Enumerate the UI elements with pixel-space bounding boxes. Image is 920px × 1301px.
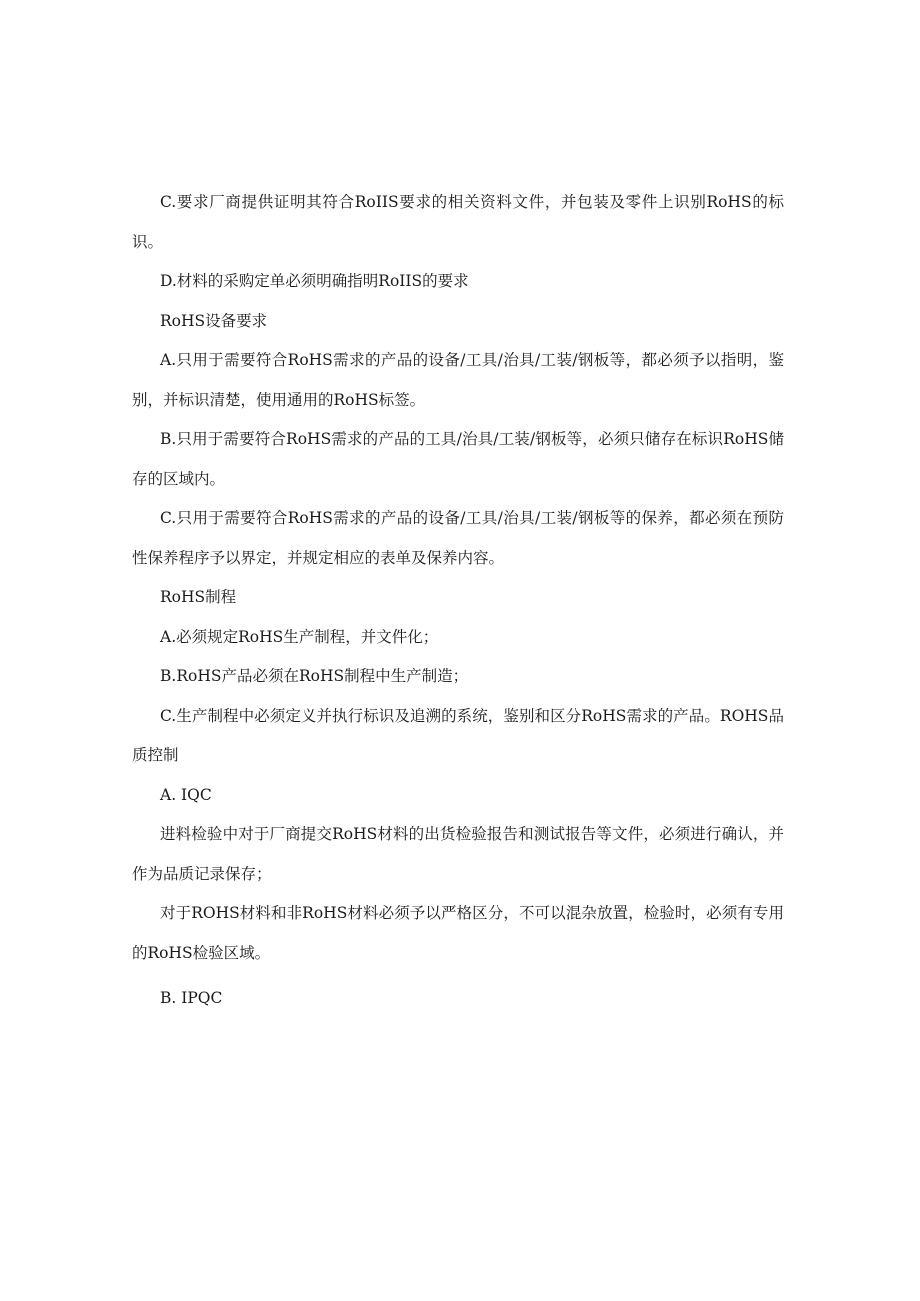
paragraph-equipment-maintenance: C.只用于需要符合RoHS需求的产品的设备/工具/治具/工装/钢板等的保养，都必须在预防性保养程序予以界定，并规定相应的表单及保养内容。	[132, 509, 784, 567]
paragraph-equipment-labeling: A.只用于需要符合RoHS需求的产品的设备/工具/治具/工装/钢板等，都必须予以指明，鉴别，并标识清楚，使用通用的RoHS标签。	[132, 351, 784, 409]
paragraph-purchase-order-rohs: D.材料的采购定单必须明确指明RoIIS的要求	[160, 272, 469, 290]
paragraph-iqc-segregation: 对于ROHS材料和非RoHS材料必须予以严格区分，不可以混杂放置，检验时，必须有专用的RoHS检验区域。	[132, 904, 784, 962]
subheading-iqc: A. IQC	[160, 785, 212, 804]
section-heading-process: RoHS制程	[160, 588, 237, 606]
section-heading-equipment: RoHS设备要求	[160, 311, 268, 330]
paragraph-supplier-rohs-docs: C.要求厂商提供证明其符合RoIIS要求的相关资料文件，并包装及零件上识别RoHS的标识。	[132, 193, 784, 251]
paragraph-equipment-storage: B.只用于需要符合RoHS需求的产品的工具/治具/工装/钢板等，必须只储存在标识RoHS储存的区域内。	[132, 430, 784, 488]
document-body	[132, 183, 784, 1019]
paragraph-process-manufacturing: B.RoHS产品必须在RoHS制程中生产制造；	[160, 667, 469, 685]
subheading-ipqc: B. IPQC	[160, 989, 223, 1007]
paragraph-process-documented: A.必须规定RoHS生产制程，并文件化；	[160, 627, 439, 646]
paragraph-iqc-reports: 进料检验中对于厂商提交RoHS材料的出货检验报告和测试报告等文件，必须进行确认，并作为品质记录保存；	[132, 825, 784, 883]
paragraph-process-traceability: C.生产制程中必须定义并执行标识及追溯的系统，鉴别和区分RoHS需求的产品。ROHS品质控制	[132, 706, 784, 764]
